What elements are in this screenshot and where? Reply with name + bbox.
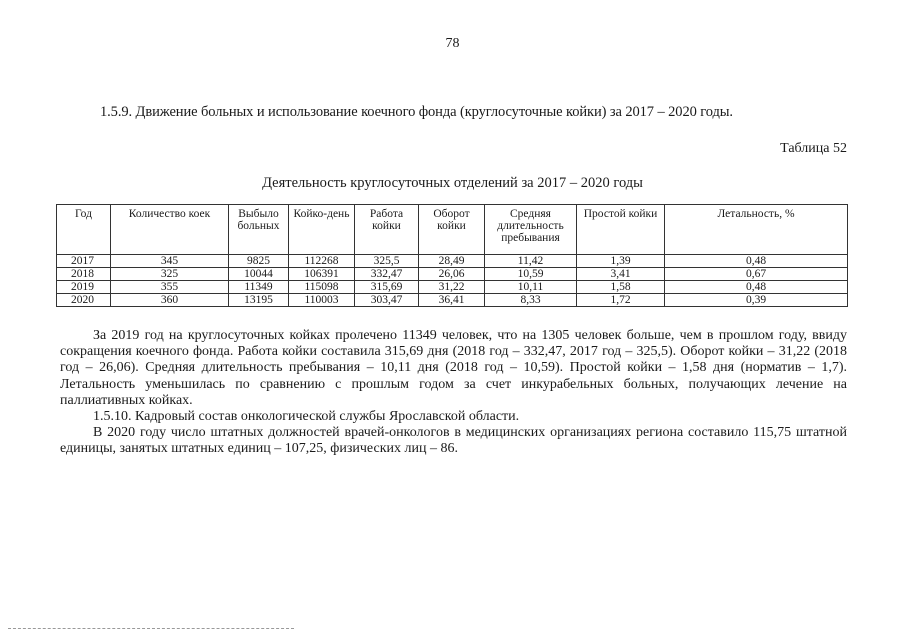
cell-bed-turnover: 31,22 [419,281,485,294]
cell-bed-idle: 1,39 [577,255,665,268]
cell-beds: 345 [111,255,229,268]
table-row [57,294,848,307]
cell-avg-stay: 10,11 [485,281,577,294]
cell-bed-idle: 3,41 [577,268,665,281]
header-bed-turnover: Оборот койки [419,205,485,255]
cell-discharged: 10044 [229,268,289,281]
cell-year: 2020 [57,294,111,307]
cell-bed-days: 110003 [289,294,355,307]
header-year: Год [57,205,111,255]
cell-bed-work: 303,47 [355,294,419,307]
cell-year: 2017 [57,255,111,268]
cell-avg-stay: 11,42 [485,255,577,268]
table-row [57,281,848,294]
paragraph-staff-heading: 1.5.10. Кадровый состав онкологической службы Ярославской области. [93,409,520,425]
cell-bed-work: 325,5 [355,255,419,268]
cell-beds: 355 [111,281,229,294]
header-avg-stay: Средняя длительность пребывания [485,205,577,255]
cell-year: 2018 [57,268,111,281]
table-row [57,255,848,268]
header-bed-days: Койко-день [289,205,355,255]
header-bed-idle: Простой койки [577,205,665,255]
header-bed-work: Работа койки [355,205,419,255]
activity-table [56,204,848,307]
cell-bed-days: 115098 [289,281,355,294]
table-caption: Таблица 52 [780,141,847,156]
cell-bed-turnover: 26,06 [419,268,485,281]
cell-avg-stay: 10,59 [485,268,577,281]
body-text [60,328,847,458]
cell-bed-work: 332,47 [355,268,419,281]
table-header-row [57,205,848,255]
paragraph-bed-activity: За 2019 год на круглосуточных койках пролечено 11349 человек, что на 1305 человек больше, чем в прошлом году, ввиду сокращения коечного фонда. Работа койки составила 315,69 дня (2018 год – 332,47, 2017 год – 325,5). Оборот койки – 31,22 (2018 год – 26,06). Средняя длительность пребывания – 10,11 дня (2018 год – 10,59). Простой койки – 1,58 дня (норматив – 1,7). Летальность уменьшилась по сравнению с прошлым годом за счет инкурабельных больных, получающих лечение на паллиативных койках. [60,328,847,408]
section-heading: 1.5.9. Движение больных и использование коечного фонда (круглосуточные койки) за 2017 – 2020 годы. [100,104,733,120]
cell-bed-idle: 1,58 [577,281,665,294]
cell-year: 2019 [57,281,111,294]
cell-beds: 360 [111,294,229,307]
cell-bed-turnover: 28,49 [419,255,485,268]
cell-bed-days: 112268 [289,255,355,268]
table-title: Деятельность круглосуточных отделений за 2017 – 2020 годы [262,175,643,191]
cell-avg-stay: 8,33 [485,294,577,307]
header-mortality: Летальность, % [665,205,848,255]
footer-divider [8,628,294,629]
cell-mortality: 0,48 [665,281,848,294]
page-number: 78 [445,36,460,51]
cell-bed-work: 315,69 [355,281,419,294]
cell-mortality: 0,39 [665,294,848,307]
cell-discharged: 13195 [229,294,289,307]
cell-discharged: 9825 [229,255,289,268]
table-row [57,268,848,281]
header-beds: Количество коек [111,205,229,255]
cell-bed-turnover: 36,41 [419,294,485,307]
cell-bed-idle: 1,72 [577,294,665,307]
cell-mortality: 0,67 [665,268,848,281]
cell-beds: 325 [111,268,229,281]
cell-discharged: 11349 [229,281,289,294]
cell-bed-days: 106391 [289,268,355,281]
cell-mortality: 0,48 [665,255,848,268]
paragraph-staff-positions: В 2020 году число штатных должностей врачей-онкологов в медицинских организациях региона составило 115,75 штатной единицы, занятых штатных единиц – 107,25, физических лиц – 86. [60,425,847,457]
header-discharged: Выбыло больных [229,205,289,255]
